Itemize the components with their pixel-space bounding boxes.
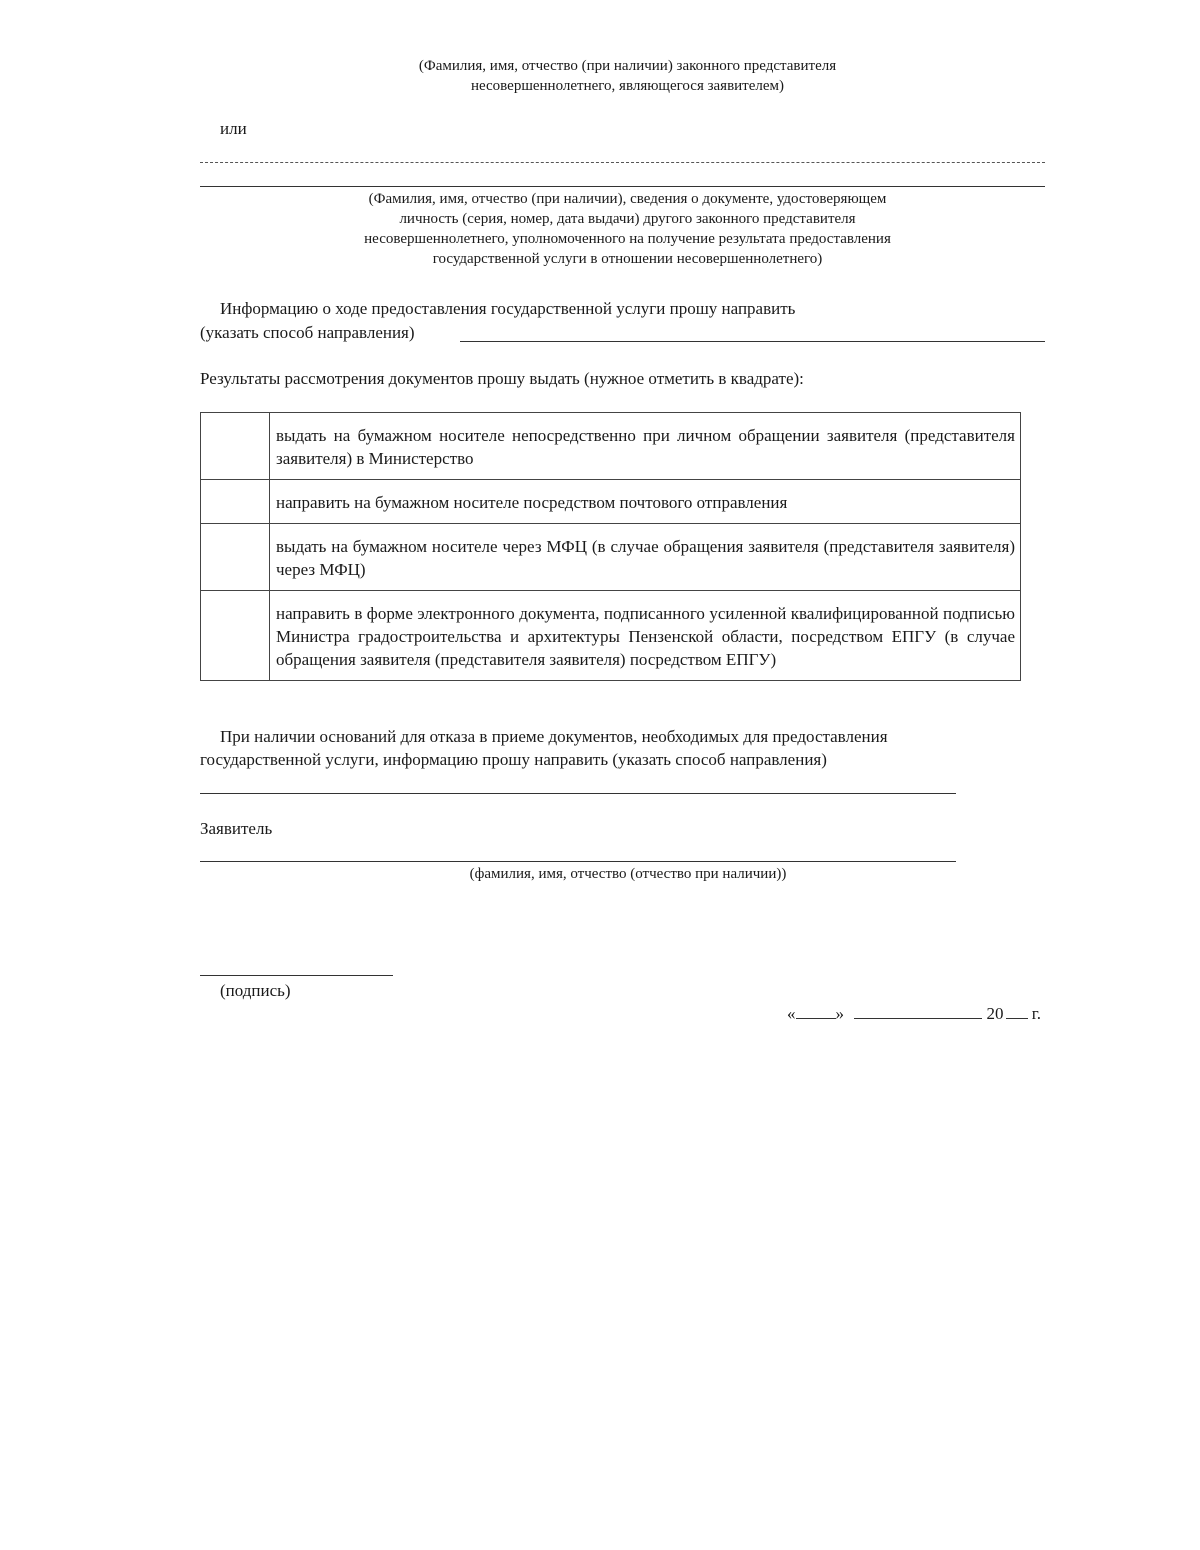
caption-line: несовершеннолетнего, уполномоченного на получение результата предоставления bbox=[364, 231, 891, 247]
caption-line: личность (серия, номер, дата выдачи) другого законного представителя bbox=[399, 211, 856, 227]
date-field bbox=[787, 1002, 1041, 1025]
option-checkbox-3[interactable] bbox=[201, 524, 270, 591]
option-text-4: направить в форме электронного документа, подписанного усиленной квалифицированной подписью Министра градостроительства и архитектуры Пензенской области, посредством ЕПГУ (в случае обращения заявителя (представителя заявителя) посредством ЕПГУ) bbox=[270, 591, 1021, 681]
date-year-prefix: 20 bbox=[986, 1004, 1004, 1023]
applicant-label: Заявитель bbox=[200, 819, 273, 838]
refusal-line2: государственной услуги, информацию прошу направить (указать способ направления) bbox=[200, 750, 827, 769]
option-checkbox-2[interactable] bbox=[201, 480, 270, 524]
option-text-3: выдать на бумажном носителе через МФЦ (в случае обращения заявителя (представителя заявителя) через МФЦ) bbox=[270, 524, 1021, 591]
fill-line-refusal-method[interactable] bbox=[200, 793, 956, 794]
results-intro: Результаты рассмотрения документов прошу выдать (нужное отметить в квадрате): bbox=[200, 369, 804, 388]
caption-line: несовершеннолетнего, являющегося заявителем) bbox=[470, 78, 785, 94]
option-row bbox=[201, 480, 1021, 524]
signature-caption: (подпись) bbox=[220, 981, 291, 1000]
fill-line-other-representative-2[interactable] bbox=[200, 186, 1045, 187]
caption-line: государственной услуги в отношении несовершеннолетнего) bbox=[432, 251, 823, 267]
caption-line: (Фамилия, имя, отчество (при наличии) законного представителя bbox=[418, 58, 837, 74]
info-request-line1: Информацию о ходе предоставления государственной услуги прошу направить bbox=[220, 299, 796, 318]
date-year-field[interactable] bbox=[1006, 1002, 1028, 1019]
date-close-quote: » bbox=[835, 1004, 844, 1023]
date-month-field[interactable] bbox=[854, 1002, 982, 1019]
or-label: или bbox=[220, 119, 247, 138]
option-text-1: выдать на бумажном носителе непосредственно при личном обращении заявителя (представителя заявителя) в Министерство bbox=[270, 413, 1021, 480]
date-year-suffix: г. bbox=[1031, 1004, 1042, 1023]
option-checkbox-4[interactable] bbox=[201, 591, 270, 681]
option-row bbox=[201, 591, 1021, 681]
refusal-line1: При наличии оснований для отказа в приеме документов, необходимых для предоставления bbox=[220, 727, 888, 746]
option-checkbox-1[interactable] bbox=[201, 413, 270, 480]
delivery-options-table bbox=[200, 412, 1021, 681]
other-representative-caption bbox=[260, 189, 995, 269]
caption-line: (Фамилия, имя, отчество (при наличии), сведения о документе, удостоверяющем bbox=[368, 191, 887, 207]
fill-line-applicant-name[interactable] bbox=[200, 861, 956, 862]
option-row bbox=[201, 524, 1021, 591]
fill-line-signature[interactable] bbox=[200, 975, 393, 976]
fill-line-delivery-method[interactable] bbox=[460, 341, 1045, 342]
option-text-2: направить на бумажном носителе посредством почтового отправления bbox=[270, 480, 1021, 524]
fill-line-other-representative-1[interactable] bbox=[200, 162, 1045, 163]
date-open-quote: « bbox=[787, 1004, 796, 1023]
option-row bbox=[201, 413, 1021, 480]
legal-representative-caption bbox=[300, 56, 955, 96]
applicant-name-caption: (фамилия, имя, отчество (отчество при наличии)) bbox=[469, 866, 787, 882]
date-day-field[interactable] bbox=[796, 1002, 836, 1019]
info-request-line2: (указать способ направления) bbox=[200, 323, 415, 342]
